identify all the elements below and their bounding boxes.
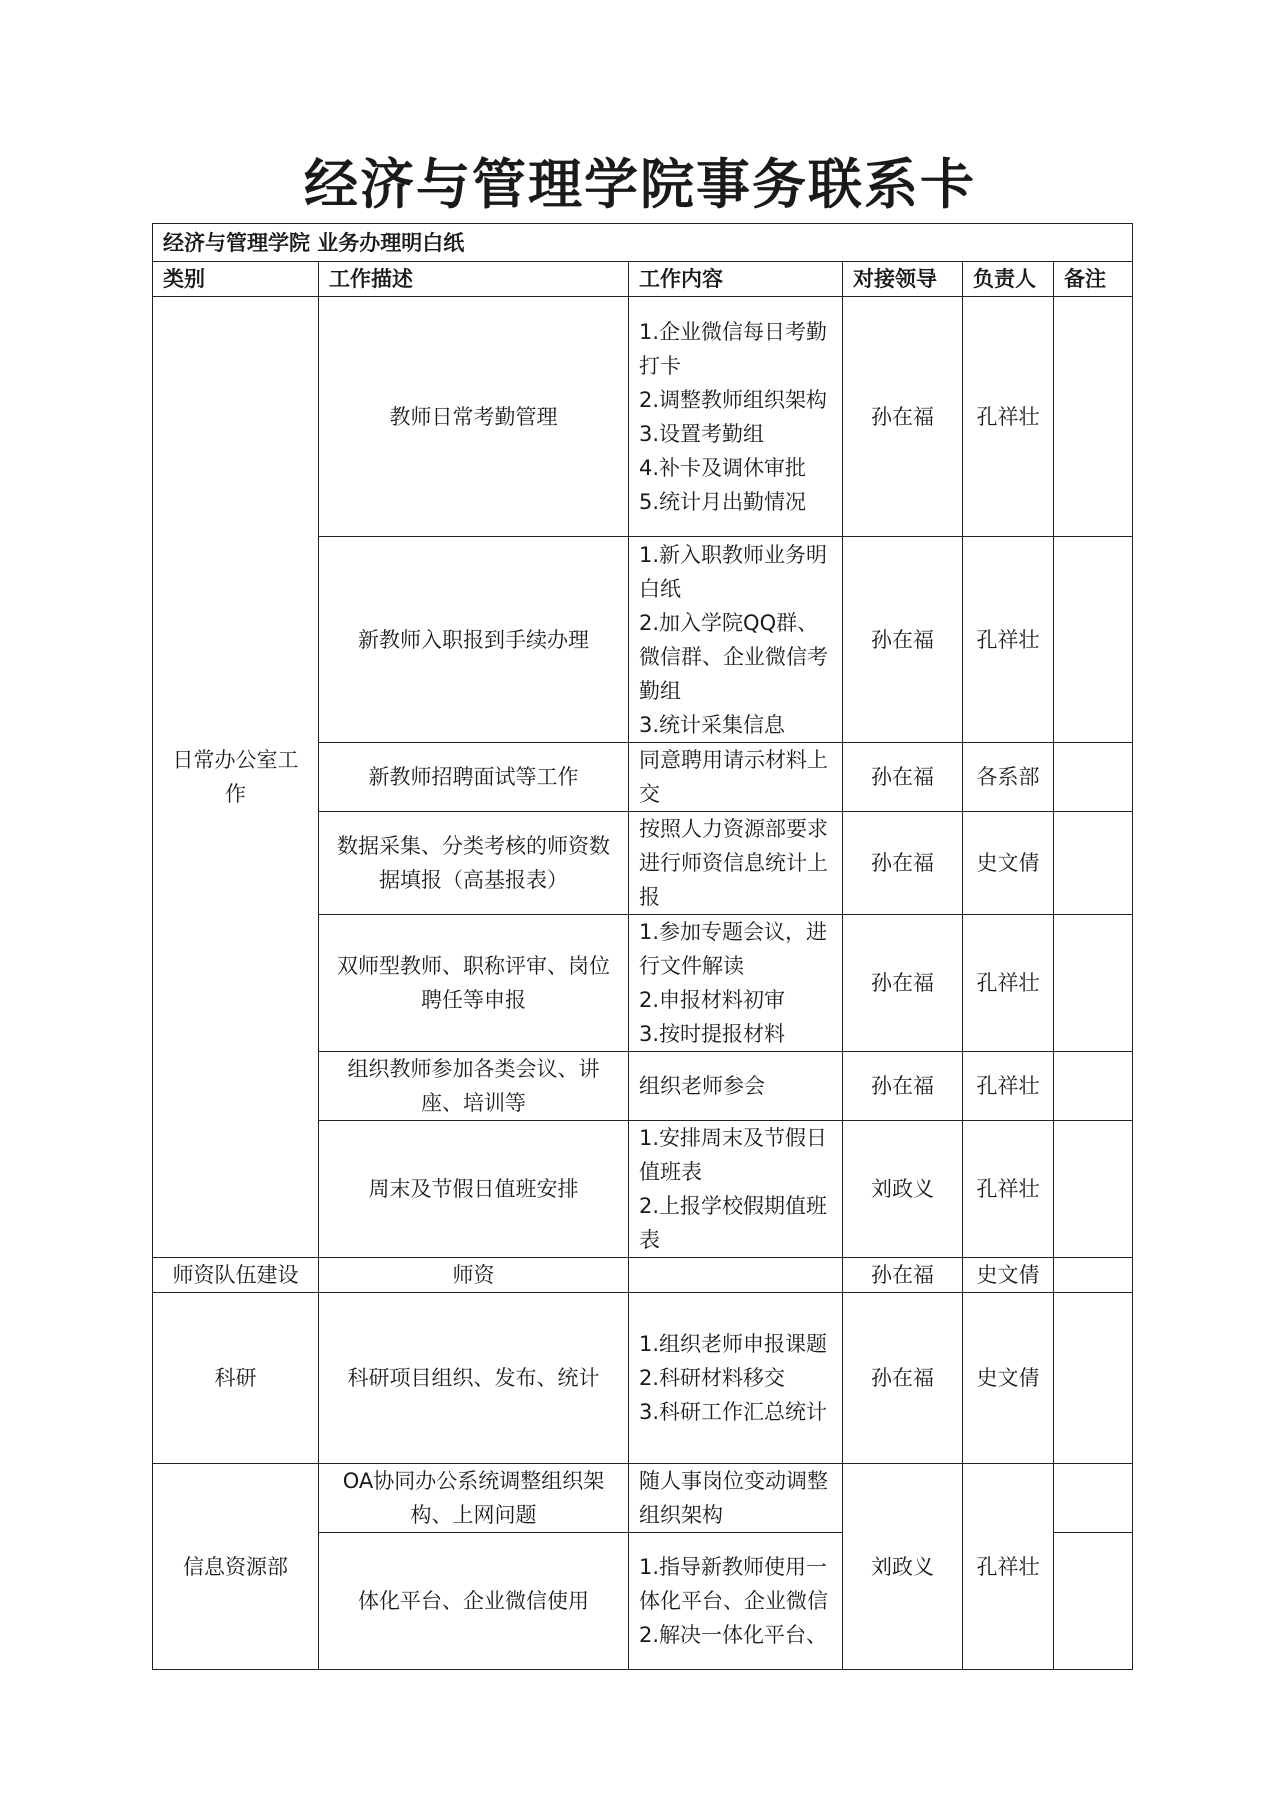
leader-cell: 孙在福 [843, 537, 963, 743]
description-cell: 双师型教师、职称评审、岗位聘任等申报 [319, 915, 629, 1052]
description-cell: 教师日常考勤管理 [319, 297, 629, 537]
content-item: 1.指导新教师使用一体化平台、企业微信 [639, 1555, 828, 1613]
description-cell: OA协同办公系统调整组织架构、上网问题 [319, 1464, 629, 1533]
content-item: 2.申报材料初审 [639, 988, 786, 1012]
content-item: 1.参加专题会议，进行文件解读 [639, 920, 828, 978]
content-item: 5.统计月出勤情况 [639, 489, 807, 514]
category-cell: 日常办公室工作 [153, 297, 319, 1258]
description-cell: 体化平台、企业微信使用 [319, 1533, 629, 1670]
leader-cell: 孙在福 [843, 297, 963, 537]
header-leader: 对接领导 [843, 262, 963, 297]
content-cell [629, 915, 843, 1052]
responsible-cell: 史文倩 [963, 812, 1054, 915]
content-cell [629, 1533, 843, 1670]
responsible-cell: 孔祥壮 [963, 1464, 1054, 1670]
note-cell [1054, 812, 1133, 915]
header-content: 工作内容 [629, 262, 843, 297]
note-cell [1054, 1121, 1133, 1258]
content-item: 组织老师参会 [639, 1074, 765, 1098]
content-list [639, 812, 832, 914]
table-row [153, 1293, 1133, 1464]
responsible-cell: 孔祥壮 [963, 537, 1054, 743]
note-cell [1054, 1258, 1133, 1293]
description-cell: 师资 [319, 1258, 629, 1293]
content-cell [629, 1052, 843, 1121]
content-cell [629, 1258, 843, 1293]
leader-cell: 孙在福 [843, 743, 963, 812]
subtitle-row [153, 224, 1133, 262]
note-cell [1054, 915, 1133, 1052]
content-list [639, 538, 832, 742]
category-cell: 师资队伍建设 [153, 1258, 319, 1293]
content-list [639, 315, 832, 519]
content-cell [629, 537, 843, 743]
content-cell [629, 743, 843, 812]
leader-cell: 孙在福 [843, 812, 963, 915]
header-description: 工作描述 [319, 262, 629, 297]
leader-cell: 孙在福 [843, 1052, 963, 1121]
content-item: 4.补卡及调休审批 [639, 455, 807, 480]
note-cell [1054, 1533, 1133, 1670]
content-item: 1.企业微信每日考勤打卡 [639, 319, 828, 378]
content-item: 2.科研材料移交 [639, 1366, 786, 1390]
description-cell: 新教师入职报到手续办理 [319, 537, 629, 743]
content-item: 1.新入职教师业务明白纸 [639, 542, 828, 601]
description-cell: 科研项目组织、发布、统计 [319, 1293, 629, 1464]
content-item: 1.组织老师申报课题 [639, 1332, 828, 1356]
description-cell: 新教师招聘面试等工作 [319, 743, 629, 812]
note-cell [1054, 1464, 1133, 1533]
responsible-cell: 孔祥壮 [963, 915, 1054, 1052]
content-item: 同意聘用请示材料上交 [639, 748, 828, 806]
contact-card-table [152, 223, 1133, 1670]
content-cell [629, 297, 843, 537]
header-category: 类别 [153, 262, 319, 297]
content-list [639, 1327, 832, 1429]
leader-cell: 刘政义 [843, 1464, 963, 1670]
leader-cell: 刘政义 [843, 1121, 963, 1258]
page-title: 经济与管理学院事务联系卡 [304, 153, 976, 216]
table-row [153, 1464, 1133, 1533]
content-cell [629, 812, 843, 915]
table-subtitle: 经济与管理学院 业务办理明白纸 [153, 224, 1133, 262]
content-item: 2.解决一体化平台、 [639, 1623, 828, 1647]
content-list [639, 1069, 832, 1103]
content-item: 按照人力资源部要求进行师资信息统计上报 [639, 817, 828, 909]
content-cell [629, 1121, 843, 1258]
responsible-cell: 孔祥壮 [963, 297, 1054, 537]
table-row [153, 1258, 1133, 1293]
category-cell: 信息资源部 [153, 1464, 319, 1670]
content-list [639, 743, 832, 811]
header-note: 备注 [1054, 262, 1133, 297]
note-cell [1054, 1293, 1133, 1464]
responsible-cell: 孔祥壮 [963, 1121, 1054, 1258]
responsible-cell: 史文倩 [963, 1258, 1054, 1293]
table-row [153, 297, 1133, 537]
content-cell [629, 1464, 843, 1533]
note-cell [1054, 537, 1133, 743]
responsible-cell: 孔祥壮 [963, 1052, 1054, 1121]
leader-cell: 孙在福 [843, 1293, 963, 1464]
content-item: 2.上报学校假期值班表 [639, 1194, 828, 1252]
responsible-cell: 各系部 [963, 743, 1054, 812]
header-responsible: 负责人 [963, 262, 1054, 297]
content-item: 2.调整教师组织架构 [639, 387, 828, 412]
content-item: 3.科研工作汇总统计 [639, 1400, 828, 1424]
description-cell: 组织教师参加各类会议、讲座、培训等 [319, 1052, 629, 1121]
leader-cell: 孙在福 [843, 1258, 963, 1293]
category-cell: 科研 [153, 1293, 319, 1464]
content-item: 3.设置考勤组 [639, 421, 765, 446]
content-item: 3.统计采集信息 [639, 712, 786, 737]
header-row [153, 262, 1133, 297]
content-item: 随人事岗位变动调整组织架构 [639, 1469, 828, 1527]
content-item: 2.加入学院QQ群、微信群、企业微信考勤组 [639, 610, 828, 703]
note-cell [1054, 297, 1133, 537]
content-list [639, 1121, 832, 1257]
content-list [639, 915, 832, 1051]
description-cell: 数据采集、分类考核的师资数据填报（高基报表） [319, 812, 629, 915]
content-item: 3.按时提报材料 [639, 1022, 786, 1046]
leader-cell: 孙在福 [843, 915, 963, 1052]
content-cell [629, 1293, 843, 1464]
description-cell: 周末及节假日值班安排 [319, 1121, 629, 1258]
note-cell [1054, 743, 1133, 812]
content-list [639, 1464, 832, 1532]
content-list [639, 1550, 832, 1652]
content-item: 1.安排周末及节假日值班表 [639, 1126, 828, 1184]
responsible-cell: 史文倩 [963, 1293, 1054, 1464]
note-cell [1054, 1052, 1133, 1121]
